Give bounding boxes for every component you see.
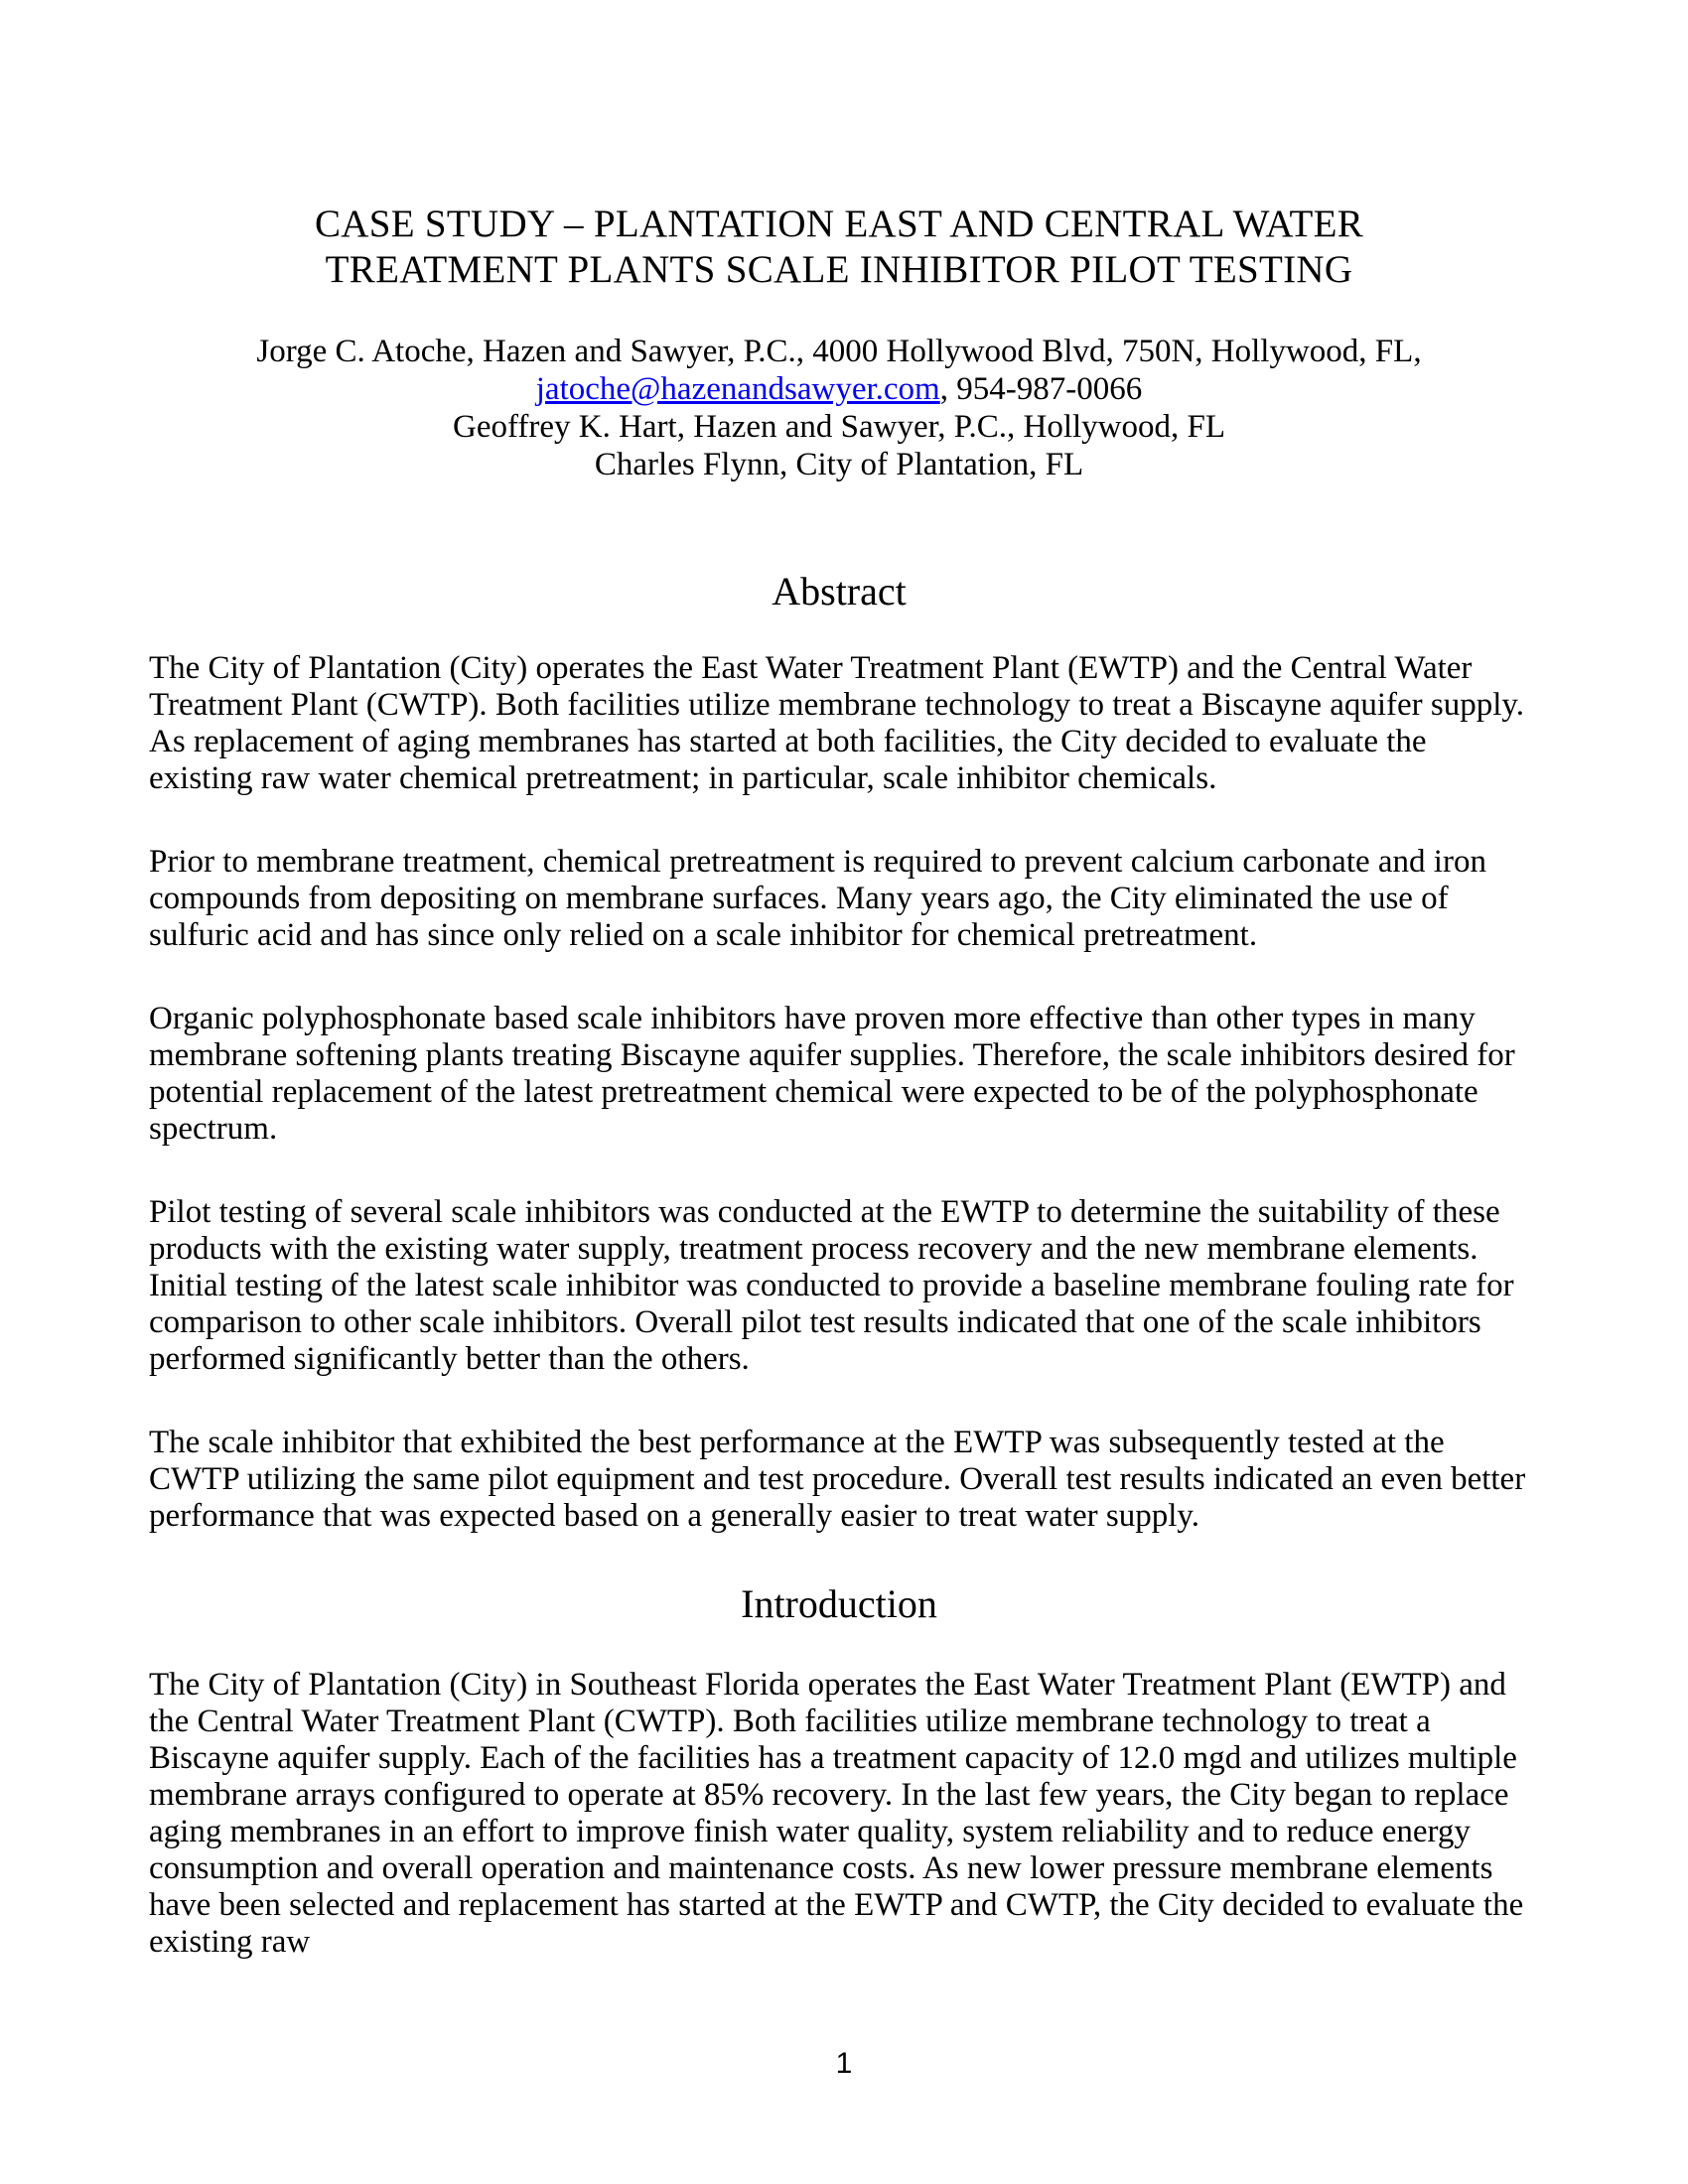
author-phone: , 954-987-0066 (939, 371, 1143, 407)
abstract-paragraph-4: Pilot testing of several scale inhibitors was conducted at the EWTP to determine the suitability of these products with the existing water supply, treatment process recovery and the new membrane elements. Initial testing of the latest scale inhibitor was conducted to provide a baseline membrane fouling rate for comparison to other scale inhibitors. Overall pilot test results indicated that one of the scale inhibitors performed significantly better than the others. (149, 1194, 1514, 1377)
author-line-4: Charles Flynn, City of Plantation, FL (594, 447, 1084, 482)
page-number: 1 (835, 2047, 853, 2080)
paper-title (149, 202, 1529, 293)
page-content (149, 0, 1529, 2007)
author-line-2 (149, 370, 1529, 408)
introduction-heading: Introduction (741, 1581, 937, 1626)
paper-title-line-1: CASE STUDY – PLANTATION EAST AND CENTRAL WATER (314, 203, 1364, 245)
abstract-paragraph-1: The City of Plantation (City) operates the East Water Treatment Plant (EWTP) and the Central Water Treatment Plant (CWTP). Both facilities utilize membrane technology to treat a Biscayne aquifer supply. As replacement of aging membranes has started at both facilities, the City decided to evaluate the existing raw water chemical pretreatment; in particular, scale inhibitor chemicals. (149, 650, 1525, 796)
abstract-heading: Abstract (772, 569, 907, 614)
author-line-1: Jorge C. Atoche, Hazen and Sawyer, P.C., 4000 Hollywood Blvd, 750N, Hollywood, FL, (256, 334, 1422, 369)
introduction-paragraph-1: The City of Plantation (City) in Southeast Florida operates the East Water Treatment Plant (EWTP) and the Central Water Treatment Plant (CWTP). Both facilities utilize membrane technology to treat a Biscayne aquifer supply. Each of the facilities has a treatment capacity of 12.0 mgd and utilizes multiple membrane arrays configured to operate at 85% recovery. In the last few years, the City began to replace aging membranes in an effort to improve finish water quality, system reliability and to reduce energy consumption and overall operation and maintenance costs. As new lower pressure membrane elements have been selected and replacement has started at the EWTP and CWTP, the City decided to evaluate the existing raw (149, 1667, 1524, 1960)
author-line-3: Geoffrey K. Hart, Hazen and Sawyer, P.C., Hollywood, FL (453, 409, 1225, 445)
abstract-paragraph-2: Prior to membrane treatment, chemical pretreatment is required to prevent calcium carbonate and iron compounds from depositing on membrane surfaces. Many years ago, the City eliminated the use of sulfuric acid and has since only relied on a scale inhibitor for chemical pretreatment. (149, 844, 1486, 953)
abstract-paragraph-5: The scale inhibitor that exhibited the best performance at the EWTP was subsequently tested at the CWTP utilizing the same pilot equipment and test procedure. Overall test results indicated an even better performance that was expected based on a generally easier to treat water supply. (149, 1425, 1526, 1534)
paper-title-line-2: TREATMENT PLANTS SCALE INHIBITOR PILOT TESTING (325, 248, 1353, 291)
author-block (149, 333, 1529, 483)
author-email-link[interactable]: jatoche@hazenandsawyer.com (535, 371, 940, 407)
abstract-paragraph-3: Organic polyphosphonate based scale inhibitors have proven more effective than other types in many membrane softening plants treating Biscayne aquifer supplies. Therefore, the scale inhibitors desired for potential replacement of the latest pretreatment chemical were expected to be of the polyphosphonate spectrum. (149, 1001, 1515, 1147)
